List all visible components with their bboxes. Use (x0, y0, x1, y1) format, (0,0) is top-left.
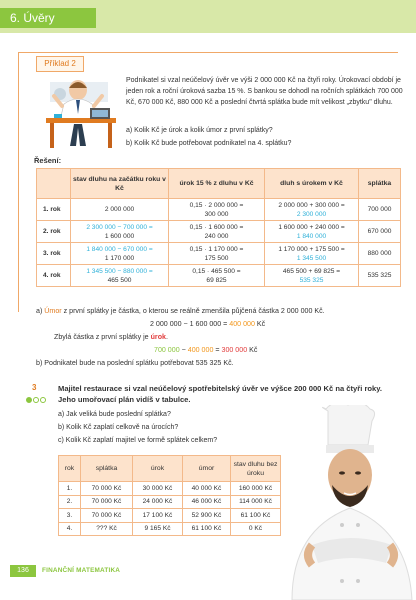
cell-principal: 40 000 Kč (183, 482, 231, 496)
total-top: 465 500 + 69 825 = (282, 267, 341, 275)
loan-col-debt: stav dluhu na začátku roku v Kč (71, 169, 169, 199)
task3-question-b: b) Kolik Kč zaplatí celkově na úrocích? (58, 424, 179, 431)
cell-principal: 46 000 Kč (183, 495, 231, 509)
footer-label: FINANČNÍ MATEMATIKA (42, 567, 121, 574)
eq2-b: 400 000 (187, 346, 214, 354)
eq1-result: 400 000 (229, 320, 255, 328)
eq1-left: 2 000 000 − 1 600 000 = (150, 320, 230, 328)
cell-balance: 0 Kč (231, 522, 281, 536)
eq2-unit: Kč (247, 346, 258, 354)
interest-top: 0,15 · 2 000 000 = (189, 201, 244, 209)
row-label: 4. rok (37, 265, 71, 287)
solution-label: Řešení: (34, 156, 62, 165)
interest-bottom: 300 000 (204, 210, 229, 218)
cell-balance: 160 000 Kč (231, 482, 281, 496)
cell-principal: 61 100 Kč (183, 522, 231, 536)
total-cell (265, 265, 359, 287)
difficulty-dot-empty-icon (33, 397, 39, 403)
table-row (37, 243, 401, 265)
eq2-eq: = (213, 346, 222, 354)
cell-year: 2. (59, 495, 81, 509)
task3-number: 3 (32, 383, 37, 392)
debt-top: 1 345 500 − 880 000 = (86, 267, 153, 275)
loan-col-interest: úrok 15 % z dluhu v Kč (169, 169, 265, 199)
remaining-end: . (165, 333, 168, 341)
cell-interest: 24 000 Kč (133, 495, 183, 509)
cell-year: 1. (59, 482, 81, 496)
example-intro-text: Podnikatel si vzal neúčelový úvěr ve výši 2 000 000 Kč na čtyři roky. Úrokovací období je jeden rok a roční úroková sazba 15 %. S bankou se dohodl na ročních splátkách 700 000 Kč, 670 000 Kč, 880 000 Kč a poslední čtvrtá splátka bude mít velikost „zbytku" dluhu. (126, 77, 403, 107)
interest-cell (169, 221, 265, 243)
task3-question-c: c) Kolik Kč zaplatí majitel ve formě splátek celkem? (58, 437, 218, 444)
loan-table (36, 168, 401, 287)
loan-col-empty (37, 169, 71, 199)
solution-a-line (36, 307, 325, 315)
example-tab: Příklad 2 (36, 56, 84, 72)
total-cell (265, 243, 359, 265)
difficulty-dot-filled-icon (26, 397, 32, 403)
repayment-table-header (59, 456, 281, 482)
total-bottom: 1 345 500 (296, 254, 327, 262)
col-balance: stav dluhu bez úroku (231, 456, 281, 482)
interest-cell (169, 243, 265, 265)
solution-remaining (54, 333, 168, 341)
debt-bottom: 465 500 (107, 276, 132, 284)
row-label: 1. rok (37, 199, 71, 221)
remaining-word: úrok (150, 333, 166, 341)
eq2-minus: − (179, 346, 188, 354)
solution-a-text: z první splátky je částka, o kterou se reálně zmenšila půjčená částka 2 000 000 Kč. (61, 307, 325, 315)
eq2-c: 300 000 (221, 346, 248, 354)
cell-payment: 70 000 Kč (81, 509, 133, 523)
cell-payment: 70 000 Kč (81, 482, 133, 496)
debt-top: 1 840 000 − 670 000 = (86, 245, 153, 253)
total-cell (265, 221, 359, 243)
debt-bottom: 2 000 000 (104, 206, 135, 213)
cell-balance: 114 000 Kč (231, 495, 281, 509)
payment-cell: 700 000 (359, 199, 401, 221)
table-row (59, 509, 281, 523)
debt-bottom: 1 170 000 (104, 254, 135, 262)
loan-table-header (37, 169, 401, 199)
interest-cell (169, 265, 265, 287)
debt-bottom: 1 600 000 (104, 232, 135, 240)
payment-cell: 880 000 (359, 243, 401, 265)
col-principal: úmor (183, 456, 231, 482)
debt-cell (71, 265, 169, 287)
example-question-b: b) Kolik Kč bude potřebovat podnikatel na 4. splátku? (126, 140, 292, 147)
eq1-unit: Kč (254, 320, 266, 328)
interest-top: 0,15 · 1 170 000 = (189, 245, 244, 253)
cell-interest: 30 000 Kč (133, 482, 183, 496)
task3-question-a: a) Jak veliká bude poslední splátka? (58, 411, 171, 418)
solution-b-line: b) Podnikatel bude na poslední splátku potřebovat 535 325 Kč. (36, 359, 234, 367)
task3-text: Majitel restaurace si vzal neúčelový spotřebitelský úvěr ve výšce 200 000 Kč na čtyři roky. Jeho umořovací plán vidíš v tabulce. (58, 384, 383, 405)
table-row (59, 522, 281, 536)
interest-bottom: 240 000 (204, 232, 229, 240)
debt-top: 2 300 000 − 700 000 = (86, 223, 153, 231)
cell-payment-unknown: ??? Kč (81, 522, 133, 536)
repayment-table (58, 455, 281, 536)
interest-top: 0,15 · 1 600 000 = (189, 223, 244, 231)
payment-cell: 670 000 (359, 221, 401, 243)
solution-a-umor: Úmor (44, 307, 62, 315)
table-row (59, 495, 281, 509)
solution-a-prefix: a) (36, 307, 43, 315)
remaining-text: Zbylá částka z první splátky je (54, 333, 151, 341)
table-row (59, 482, 281, 496)
total-bottom: 535 325 (299, 276, 324, 284)
interest-cell (169, 199, 265, 221)
total-bottom: 1 840 000 (296, 232, 327, 240)
chapter-title: 6. Úvěry (0, 8, 96, 28)
solution-eq2 (154, 346, 257, 354)
row-label: 3. rok (37, 243, 71, 265)
cell-year: 3. (59, 509, 81, 523)
difficulty-dot-empty-icon (40, 397, 46, 403)
loan-col-payment: splátka (359, 169, 401, 199)
debt-cell (71, 221, 169, 243)
solution-eq1 (150, 320, 265, 328)
total-bottom: 2 300 000 (296, 210, 327, 218)
cell-year: 4. (59, 522, 81, 536)
difficulty-dots (26, 396, 56, 404)
example-question-a: a) Kolik Kč je úrok a kolik úmor z první splátky? (126, 127, 273, 134)
page-number: 136 (10, 565, 36, 577)
total-top: 1 170 000 + 175 500 = (278, 245, 345, 253)
table-row (37, 221, 401, 243)
total-cell (265, 199, 359, 221)
row-label: 2. rok (37, 221, 71, 243)
table-row (37, 199, 401, 221)
cell-payment: 70 000 Kč (81, 495, 133, 509)
cell-principal: 52 900 Kč (183, 509, 231, 523)
col-year: rok (59, 456, 81, 482)
eq2-a: 700 000 (154, 346, 180, 354)
table-row (37, 265, 401, 287)
businessman-at-desk-illustration (40, 74, 122, 150)
chef-photo (282, 405, 416, 600)
total-top: 1 600 000 + 240 000 = (278, 223, 345, 231)
payment-cell: 535 325 (359, 265, 401, 287)
col-payment: splátka (81, 456, 133, 482)
interest-bottom: 69 825 (206, 276, 227, 284)
cell-interest: 17 100 Kč (133, 509, 183, 523)
debt-cell (71, 243, 169, 265)
cell-interest: 9 165 Kč (133, 522, 183, 536)
col-interest: úrok (133, 456, 183, 482)
interest-top: 0,15 · 465 500 = (192, 267, 241, 275)
interest-bottom: 175 500 (204, 254, 229, 262)
debt-cell (71, 199, 169, 221)
loan-col-total: dluh s úrokem v Kč (265, 169, 359, 199)
cell-balance: 61 100 Kč (231, 509, 281, 523)
total-top: 2 000 000 + 300 000 = (278, 201, 345, 209)
